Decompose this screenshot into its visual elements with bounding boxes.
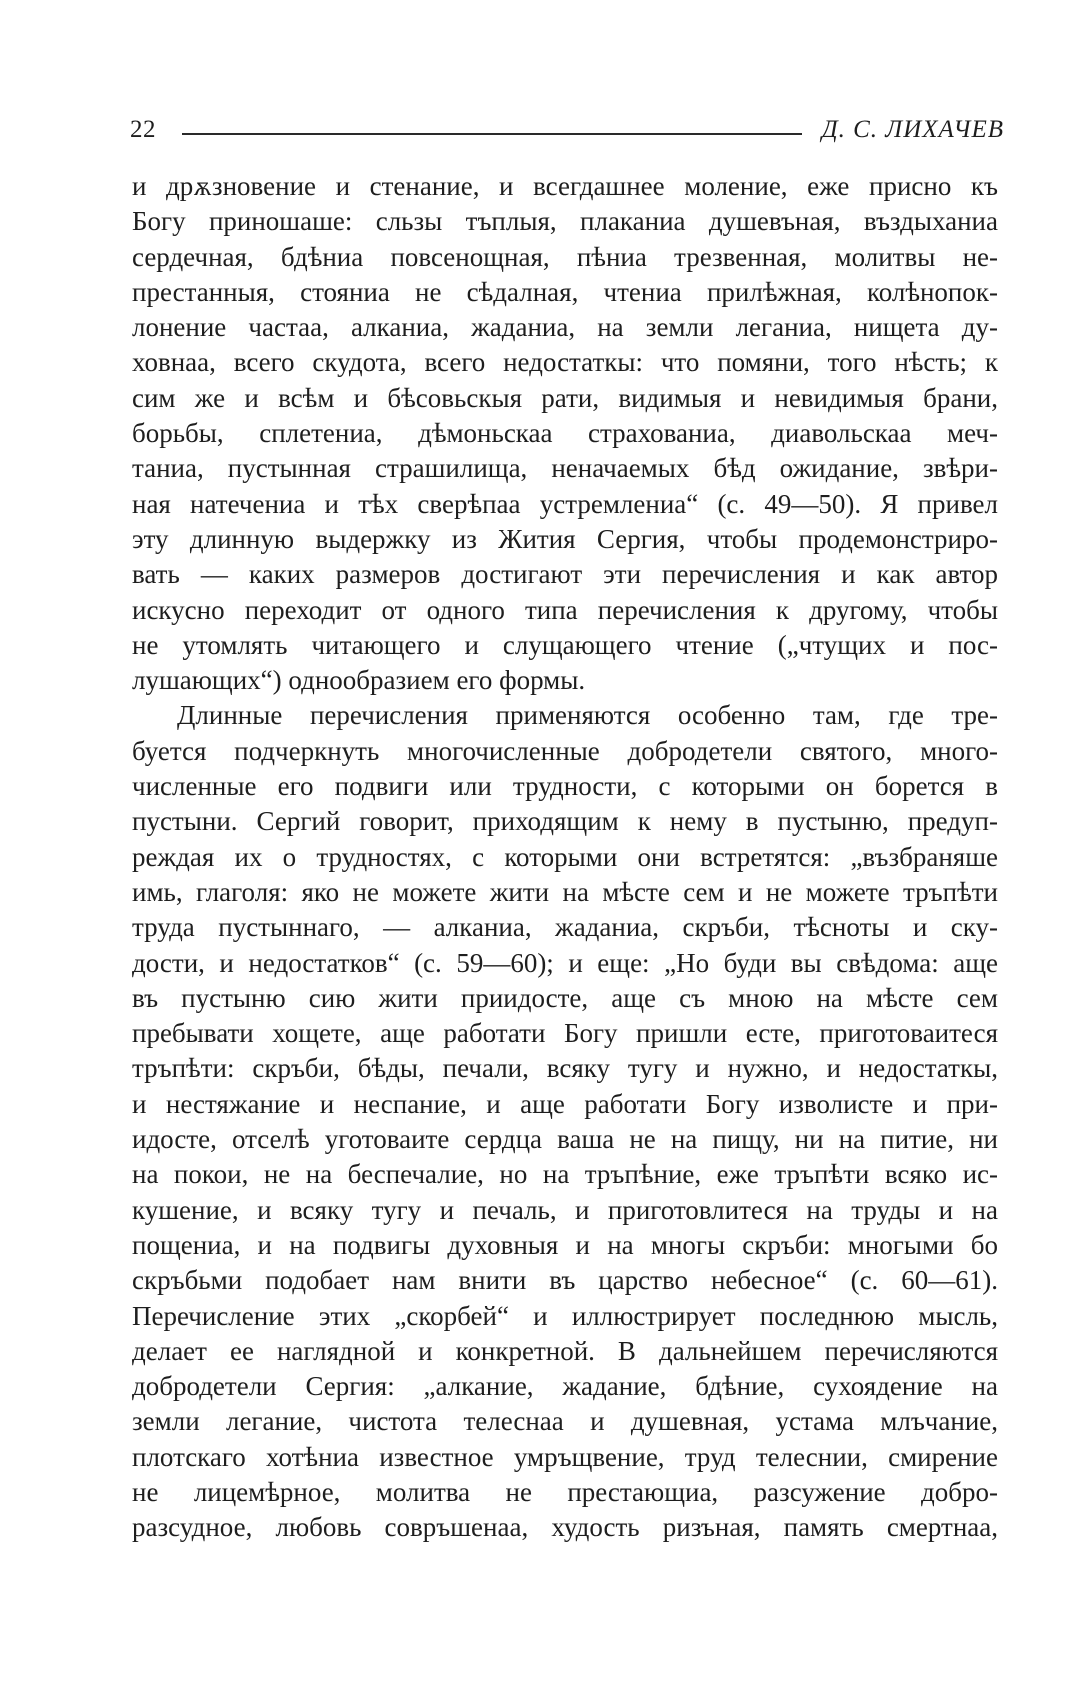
text-line: на покои, не на беспечалие, но на тръпѣние, еже тръпѣти всяко ис-: [132, 1159, 998, 1190]
text-line: разсудное, любовь совръшенаа, худость ризъная, память смертнаа,: [132, 1512, 998, 1543]
text-line: не утомлять читающего и слущающего чтение („чтущих и пос-: [132, 629, 998, 660]
text-line: земли легание, чистота телеснаа и душевная, устама млъчание,: [132, 1406, 998, 1437]
text-line: кушение, и всяку тугу и печаль, и приготовлитеся на труды и на: [132, 1194, 998, 1225]
text-line: сим же и всѣм и бѣсовьскыя рати, видимыя и невидимыя брани,: [132, 382, 998, 413]
text-line: не лицемѣрное, молитва не престающиа, разсужение добро-: [132, 1476, 998, 1507]
text-line: и нестяжание и неспание, и аще работати Богу изволисте и при-: [132, 1088, 998, 1119]
text-line: реждая их о трудностях, с которыми они встретятся: „възбраняше: [132, 841, 998, 872]
text-line: эту длинную выдержку из Жития Сергия, чтобы продемонстриро-: [132, 523, 998, 554]
text-line: имь, глаголя: яко не можете жити на мѣсте сем и не можете тръпѣти: [132, 876, 998, 907]
text-line: пустыни. Сергий говорит, приходящим к нему в пустыню, предуп-: [132, 806, 998, 837]
text-line: пощениа, и на подвигы духовныя и на многы скръби: многыми бо: [132, 1229, 998, 1260]
page-number: 22: [130, 116, 156, 143]
text-line: плотскаго хотѣниа известное умръщвение, труд телеснии, смирение: [132, 1441, 998, 1472]
text-line: и дрѫзновение и стенание, и всегдашнее моление, еже присно къ: [132, 171, 998, 201]
text-line: Длинные перечисления применяются особенно там, где тре-: [177, 700, 998, 731]
text-line: пребывати хощете, аще работати Богу пришли есте, приготоваитеся: [132, 1018, 998, 1049]
text-line: численные его подвиги или трудности, с которыми он борется в: [132, 771, 998, 802]
header-rule: [182, 133, 802, 135]
text-line: идосте, отселѣ уготоваите сердца ваша не на пищу, ни на питие, ни: [132, 1124, 998, 1155]
running-head-author: Д. С. ЛИХАЧЕВ: [821, 116, 1004, 143]
text-line: вать — каких размеров достигают эти перечисления и как автор: [132, 559, 998, 590]
text-line: делает ее наглядной и конкретной. В дальнейшем перечисляются: [132, 1335, 998, 1366]
text-line: Перечисление этих „скорбей“ и иллюстрирует последнюю мысль,: [132, 1300, 998, 1331]
text-line: сердечная, бдѣниа повсенощная, пѣниа трезвенная, молитвы не-: [132, 241, 998, 272]
text-line: въ пустыню сию жити приидосте, аще съ мною на мѣсте сем: [132, 982, 998, 1013]
text-line: лушающих“) однообразием его формы.: [132, 665, 586, 696]
text-line: тръпѣти: скръби, бѣды, печали, всяку тугу и нужно, и недостаткы,: [132, 1053, 998, 1084]
text-line: Богу приношаше: сльзы тъплыя, плаканиа душевъная, въздыханиа: [132, 206, 998, 237]
text-line: престанныя, стояниа не сѣдалная, чтениа прилѣжная, колѣнопок-: [132, 276, 998, 307]
running-header: [130, 110, 1004, 150]
text-line: ховнаа, всего скудота, всего недостаткы: что помяни, того нѣсть; к: [132, 347, 998, 378]
text-line: труда пустыннаго, — алканиа, жаданиа, скръби, тѣсноты и ску-: [132, 912, 998, 943]
text-line: скръбьми подобает нам внити въ царство небесное“ (с. 60—61).: [132, 1265, 998, 1296]
text-line: таниа, пустынная страшилища, неначаемых бѣд ожидание, звѣри-: [132, 453, 998, 484]
text-line: дости, и недостатков“ (с. 59—60); и еще: „Но буди вы свѣдома: аще: [132, 947, 998, 978]
text-line: искусно переходит от одного типа перечисления к другому, чтобы: [132, 594, 998, 625]
text-line: борьбы, сплетениа, дѣмоньскаа страхованиа, диавольскаа меч-: [132, 418, 998, 449]
main-text: [132, 169, 998, 1546]
text-line: добродетели Сергия: „алкание, жадание, бдѣние, сухоядение на: [132, 1371, 998, 1402]
text-line: буется подчеркнуть многочисленные добродетели святого, много-: [132, 735, 998, 766]
text-line: ная натечениа и тѣх сверѣпаа устремлениа“ (с. 49—50). Я привел: [132, 488, 998, 519]
text-line: лонение частаа, алканиа, жаданиа, на земли леганиа, нищета ду-: [132, 312, 998, 343]
